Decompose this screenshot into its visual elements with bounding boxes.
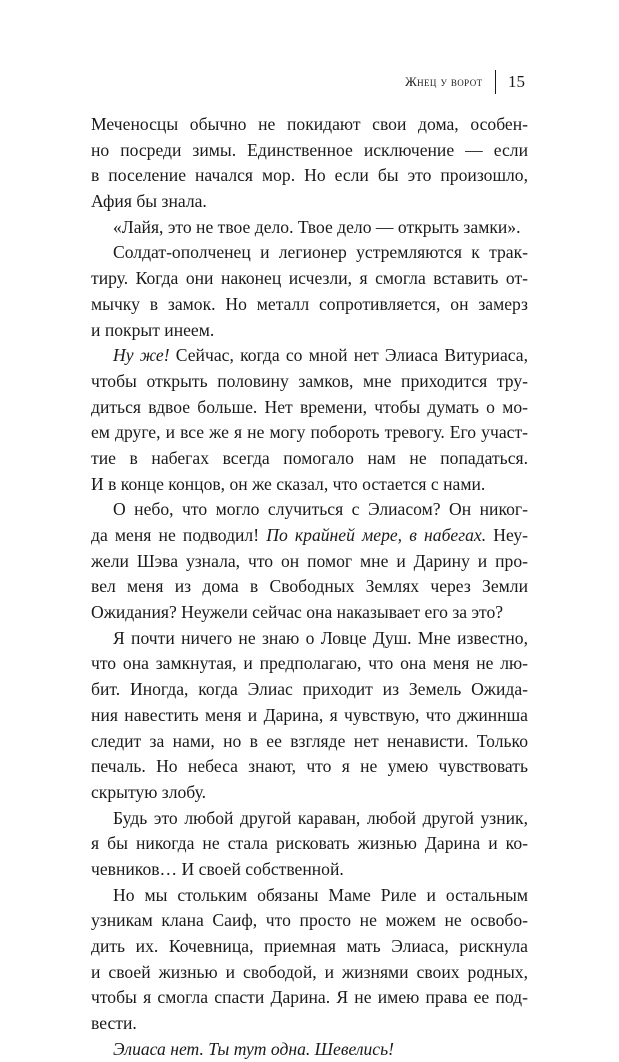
text-line: скрытую злобу.: [91, 781, 207, 802]
text-line: дить их. Кочевница, приемная мать Элиаса, рискнула: [91, 936, 528, 956]
text-line: я бы никогда не стала рисковать жизнью Дарина и ко-: [91, 833, 528, 854]
text-line: следит за нами, но в ее взгляде нет ненависти. Только: [91, 730, 528, 751]
text-line: печаль. Но небеса знают, что я не умею чувствовать: [91, 756, 528, 777]
text-line: Солдат-ополченец и легионер устремляются к трак-: [113, 242, 528, 263]
running-head: [405, 70, 525, 94]
text-line: узникам клана Саиф, что просто не можем не освобо-: [91, 910, 528, 931]
text-line: вел меня из дома в Свободных Землях через Земли: [91, 576, 528, 597]
text-line: «Лайя, это не твое дело. Твое дело — открыть замки».: [113, 216, 521, 237]
text-line: И в конце концов, он же сказал, что остается с нами.: [91, 473, 486, 494]
body-text: [91, 112, 528, 1062]
text-line: Афия бы знала.: [91, 191, 207, 212]
text-line: Меченосцы обычно не покидают свои дома, особен-: [91, 114, 528, 134]
text-line: что она замкнутая, и предполагаю, что она меня не лю-: [91, 653, 528, 674]
text-line: чтобы открыть половину замков, мне приходится тру-: [91, 370, 528, 391]
text-line: Но мы стольким обязаны Маме Риле и остальным: [113, 884, 528, 905]
text-line: Элиаса нет. Ты тут одна. Шевелись!: [113, 1038, 394, 1059]
text-line: да меня не подводил! По крайней мере, в набегах. Неу-: [91, 525, 529, 545]
text-line: чтобы я смогла спасти Дарина. Я не имею права ее под-: [91, 987, 528, 1008]
text-line: ния навестить меня и Дарина, я чувствую, что джиннша: [91, 704, 528, 725]
text-line: вести.: [91, 1013, 137, 1034]
text-line: тиру. Когда они наконец исчезли, я смогла вставить от-: [91, 268, 528, 289]
text-line: и своей жизнью и свободой, и жизнями своих родных,: [91, 961, 528, 982]
text-line: Будь это любой другой караван, любой другой узник,: [113, 807, 528, 828]
header-divider: [495, 70, 497, 94]
text-line: тие в набегах всегда помогало нам не попадаться.: [91, 447, 528, 468]
text-line: Я почти ничего не знаю о Ловце Душ. Мне известно,: [113, 627, 528, 648]
text-line: диться вдвое больше. Нет времени, чтобы думать о мо-: [91, 396, 528, 417]
text-line: чевников… И своей собственной.: [91, 858, 344, 879]
text-line: бит. Иногда, когда Элиас приходит из Земель Ожида-: [91, 679, 528, 700]
text-line: и покрыт инеем.: [91, 319, 215, 340]
text-line: О небо, что могло случиться с Элиасом? Он никог-: [113, 499, 528, 520]
page-number: 15: [508, 72, 525, 91]
text-line: ем друге, и все же я не могу побороть тревогу. Его участ-: [91, 422, 528, 443]
running-head-title: Жнец у ворот: [405, 74, 483, 89]
text-line: Ну же! Сейчас, когда со мной нет Элиаса Витуриаса,: [113, 345, 528, 366]
text-line: но посреди зимы. Единственное исключение — если: [91, 139, 528, 160]
text-line: жели Шэва узнала, что он помог мне и Дарину и про-: [91, 550, 528, 571]
text-line: в поселение начался мор. Но если бы это произошло,: [91, 165, 528, 186]
text-line: мычку в замок. Но металл сопротивляется, он замерз: [91, 293, 528, 314]
text-line: Ожидания? Неужели сейчас она наказывает его за это?: [91, 602, 504, 623]
